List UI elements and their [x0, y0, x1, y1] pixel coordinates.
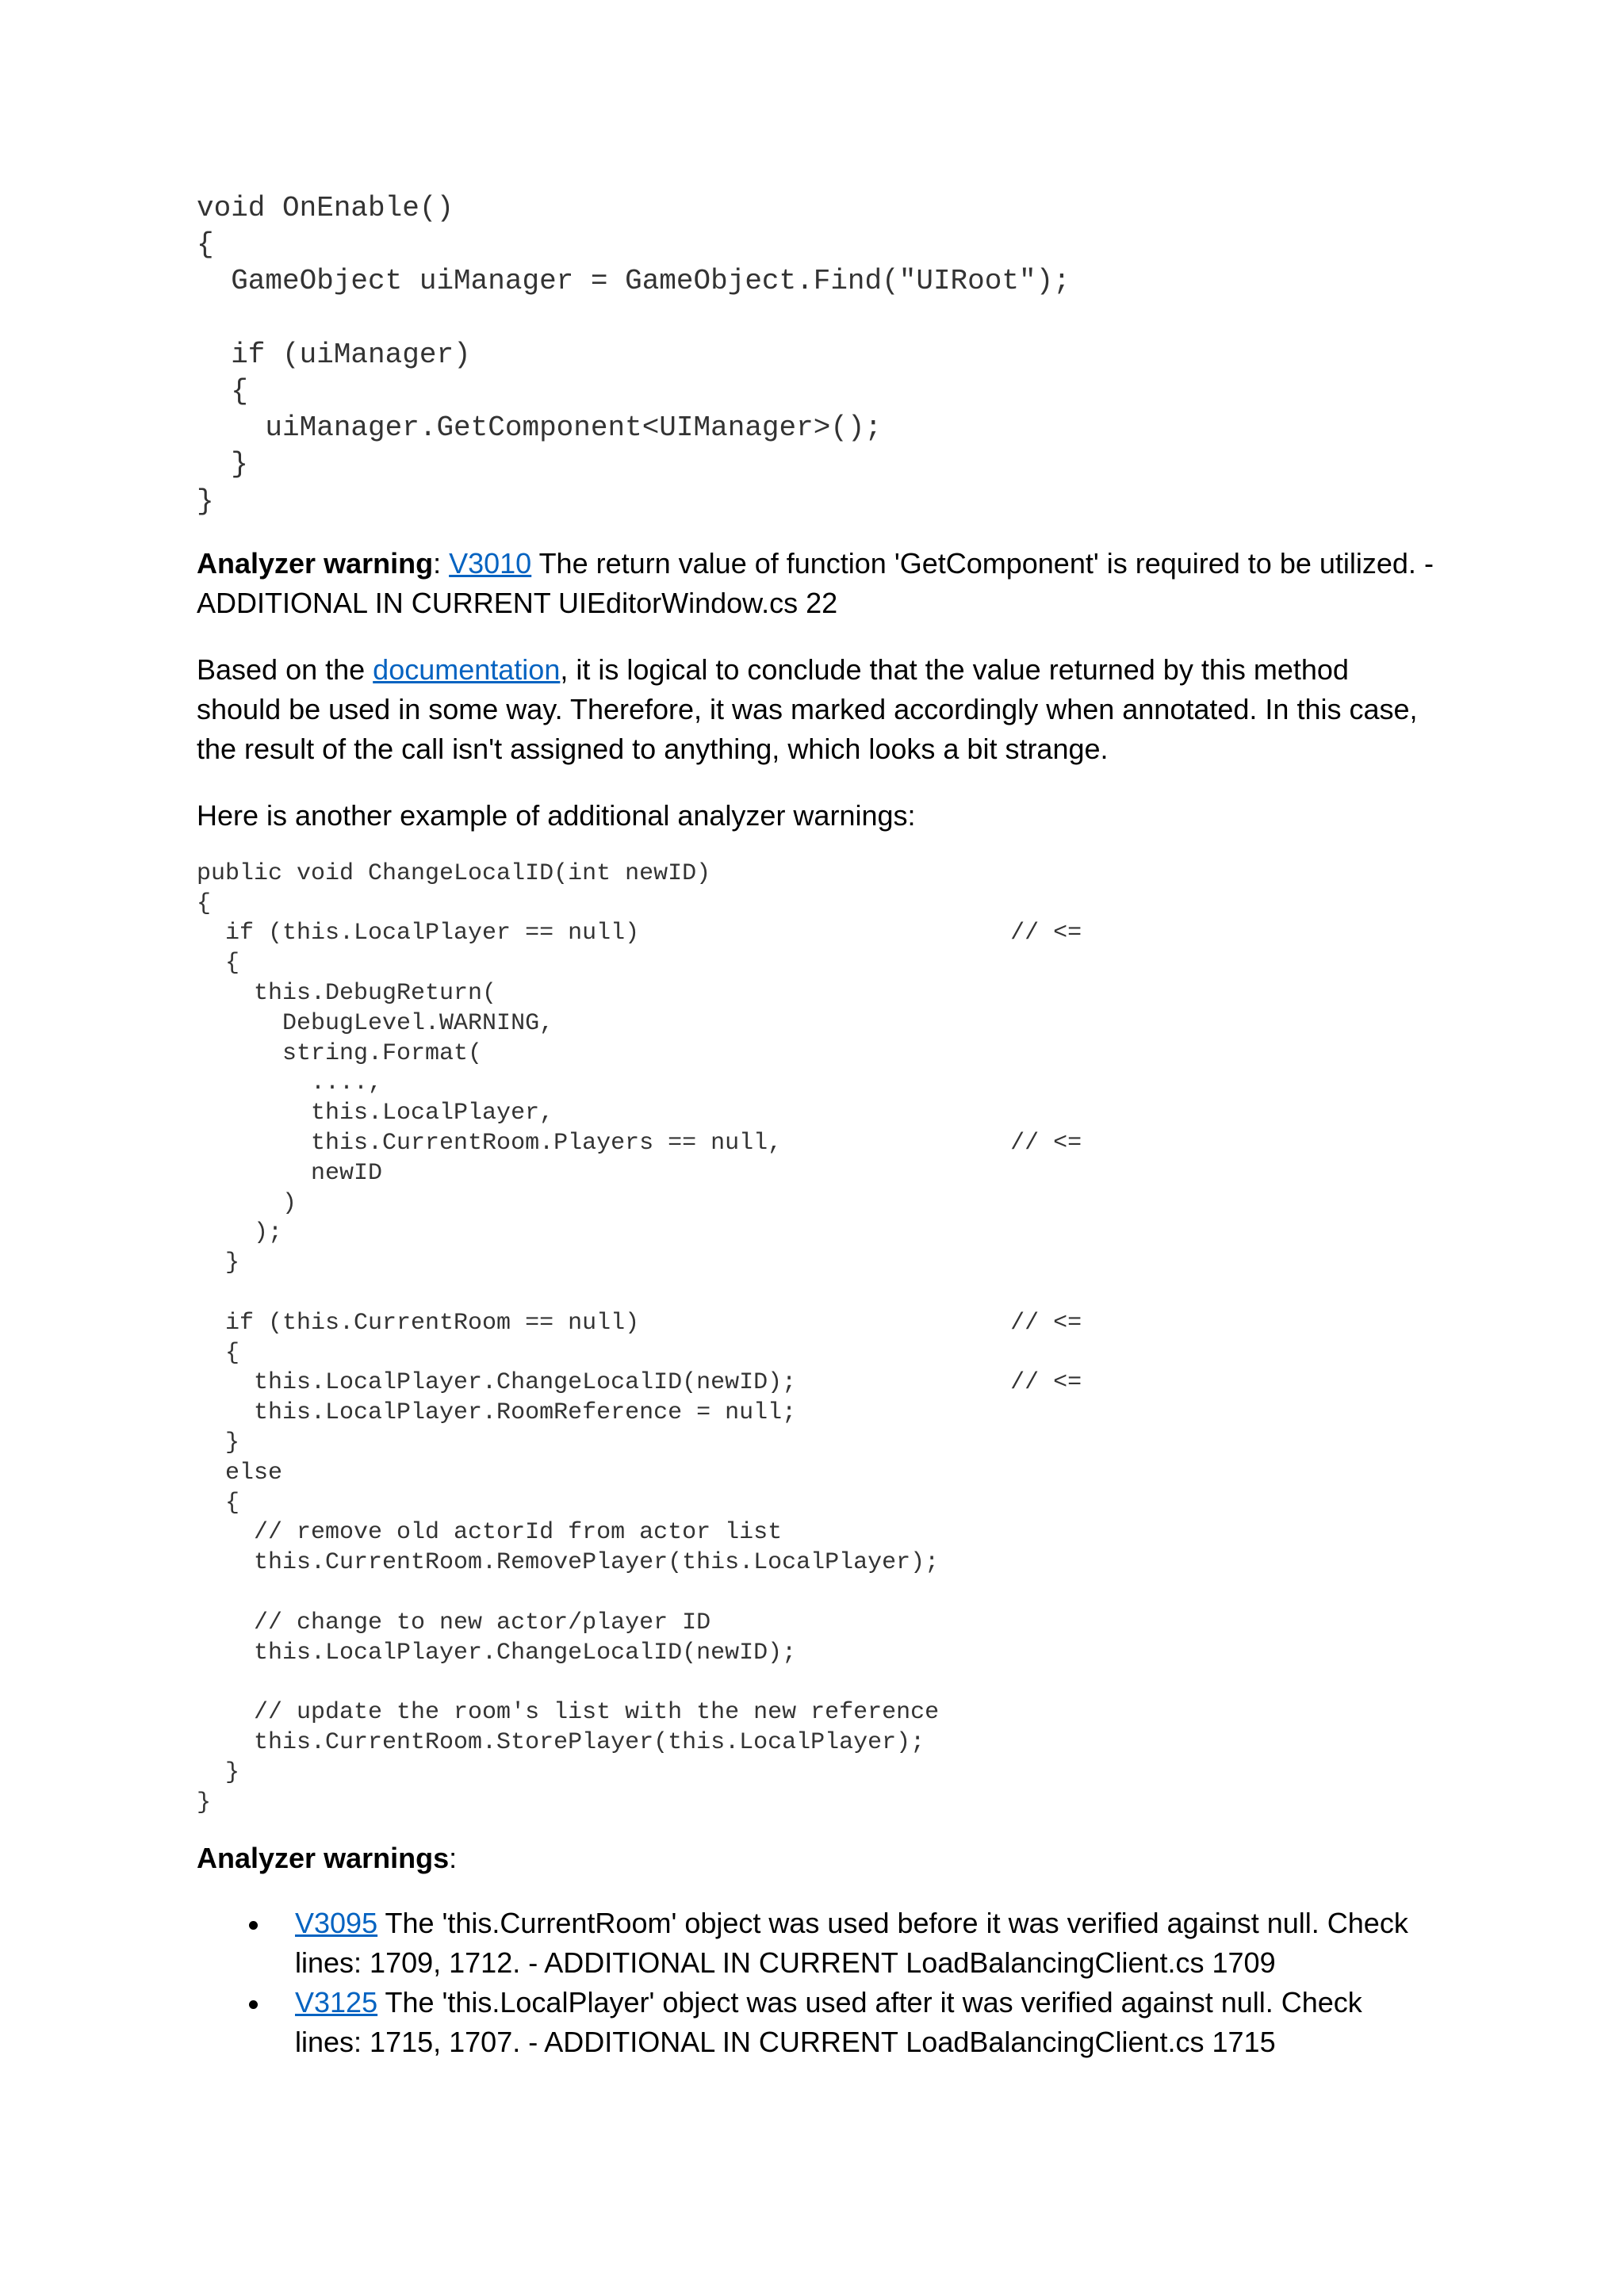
colon: :: [449, 1842, 458, 1875]
code-block-onenable: void OnEnable() { GameObject uiManager = GameObject.Find("UIRoot"); if (uiManager) { uiManager.GetComponent<UIManager>(); } }: [197, 192, 1071, 518]
analyzer-warnings-heading: [197, 1839, 1434, 1878]
list-item: [197, 1983, 1434, 2062]
warning-text: The 'this.CurrentRoom' object was used before it was verified against null. Check lines: 1709, 1712. - ADDITIONAL IN CURRENT LoadBalancingClient.cs 1709: [295, 1907, 1408, 1980]
document-page: [197, 190, 1434, 2062]
doc-text-after: , it is logical to conclude that the value returned by this method should be used in some way. Therefore, it was marked accordingly when annotated. In this case, the result of the call isn't assigned to anything, which looks a bit strange.: [197, 652, 1418, 765]
v3095-link[interactable]: V3095: [295, 1907, 378, 1940]
doc-text-before: Based on the: [197, 652, 373, 686]
list-item: [197, 1904, 1434, 1983]
warning-text: The return value of function 'GetComponent' is required to be utilized. - ADDITIONAL IN CURRENT UIEditorWindow.cs 22: [197, 546, 1434, 619]
v3125-link[interactable]: V3125: [295, 1986, 378, 2019]
colon: :: [433, 546, 442, 580]
v3010-link[interactable]: V3010: [449, 546, 532, 580]
code-block-changelocalid: public void ChangeLocalID(int newID) { if (this.LocalPlayer == null) // <= { this.DebugReturn( DebugLevel.WARNING, string.Format( ...., this.LocalPlayer, this.CurrentRoom.Players == null, // <= newID ) ); } if (this.CurrentRoom == null) // <= { this.LocalPlayer.ChangeLocalID(newID); // <= this.LocalPlayer.RoomReference = null; } else { // remove old actorId from actor list this.CurrentRoom.RemovePlayer(this.LocalPlayer); // change to new actor/player ID this.LocalPlayer.ChangeLocalID(newID); // update the room's list with the new reference this.CurrentRoom.StorePlayer(this.LocalPlayer); } }: [197, 859, 1082, 1816]
analyzer-warning-paragraph: [197, 544, 1434, 623]
bullet-icon: [249, 1921, 258, 1930]
warnings-list: [197, 1904, 1434, 2062]
documentation-link[interactable]: documentation: [373, 652, 561, 686]
bullet-icon: [249, 2000, 258, 2009]
another-example-paragraph: Here is another example of additional analyzer warnings:: [197, 798, 916, 832]
analyzer-warning-label: Analyzer warning: [197, 546, 434, 580]
documentation-paragraph: [197, 650, 1434, 769]
warning-text: The 'this.LocalPlayer' object was used after it was verified against null. Check lines: 1715, 1707. - ADDITIONAL IN CURRENT LoadBalancingClient.cs 1715: [295, 1986, 1362, 2059]
analyzer-warnings-label: Analyzer warnings: [197, 1842, 450, 1875]
